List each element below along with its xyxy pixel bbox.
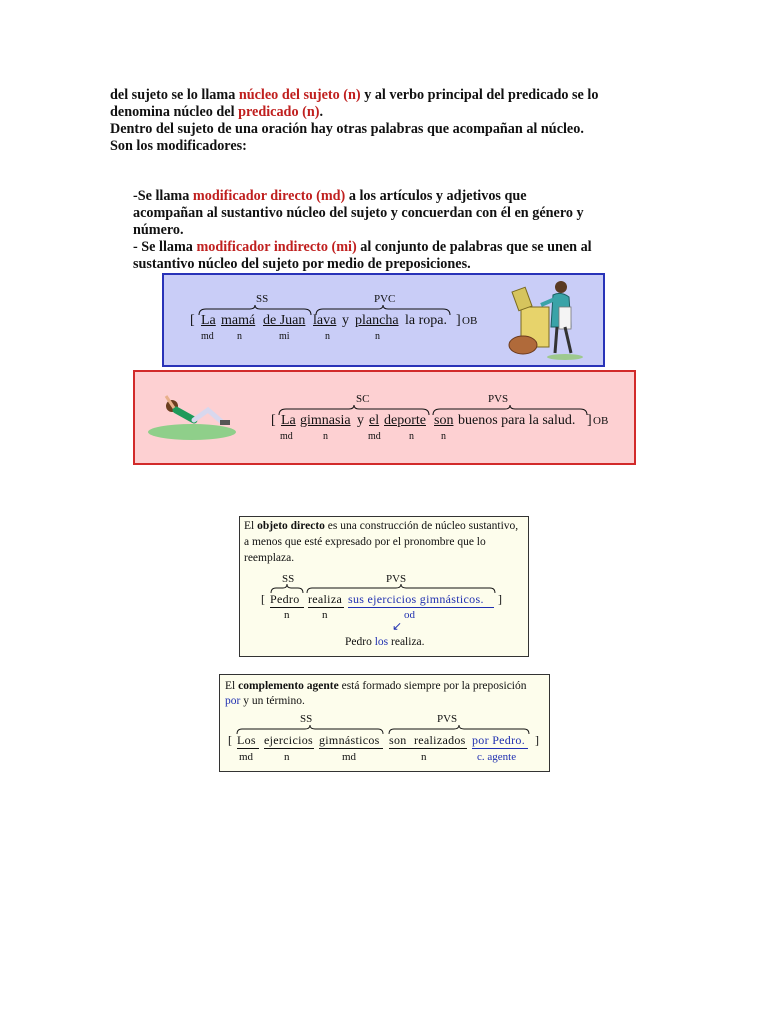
word-deporte: deporte xyxy=(384,413,426,428)
definition-text: a los artículos y adjetivos que xyxy=(345,188,527,204)
word-buenos: buenos para la salud. xyxy=(458,413,576,428)
underline-los xyxy=(237,748,259,749)
word-la: La xyxy=(201,313,216,328)
ob-label: OB xyxy=(462,315,478,327)
md-definition-line-1 xyxy=(133,188,527,205)
woman-ironing-illustration xyxy=(505,279,591,361)
objeto-directo-term: objeto directo xyxy=(257,520,325,532)
word-son: son xyxy=(389,733,407,747)
card2-text-line-1 xyxy=(225,680,527,692)
word-son: son xyxy=(434,413,454,428)
card-text: está formado siempre por la preposición xyxy=(338,680,527,692)
md-definition-line-3: número. xyxy=(133,222,184,238)
label-n: n xyxy=(284,751,290,763)
pvs-label: PVS xyxy=(386,573,407,585)
bracket-close: ] xyxy=(535,733,539,747)
intro-line-1 xyxy=(110,87,598,104)
mi-definition-line-2: sustantivo núcleo del sujeto por medio de preposiciones. xyxy=(133,256,471,272)
card1-text-line-1 xyxy=(244,520,518,532)
word-realiza: realiza xyxy=(308,592,343,606)
nucleo-sujeto-term: núcleo del sujeto (n) xyxy=(238,87,361,103)
label-n: n xyxy=(323,431,328,442)
word-de-juan: de Juan xyxy=(263,313,306,328)
bracket-open: [ xyxy=(190,313,195,328)
ss-label: SS xyxy=(282,573,295,585)
card1-bottom-line xyxy=(345,636,425,648)
word-sus-ejercicios: sus ejercicios gimnásticos. xyxy=(348,592,484,606)
word-gimnasticos: gimnásticos xyxy=(319,733,380,747)
bracket-close: ] xyxy=(456,313,461,328)
card-text: Pedro xyxy=(345,636,375,648)
mi-definition-line-1 xyxy=(133,239,592,256)
intro-text: del sujeto se lo llama xyxy=(110,87,239,103)
bracket-close: ] xyxy=(587,413,592,428)
underline-gimnasticos xyxy=(319,748,383,749)
bracket-open: [ xyxy=(228,733,232,747)
underline-ejercicios xyxy=(264,748,314,749)
word-lava: lava xyxy=(313,313,337,328)
card1-text-line-3: reemplaza. xyxy=(244,552,295,564)
pvc-label: PVC xyxy=(374,293,396,305)
label-md: md xyxy=(368,431,381,442)
label-od: od xyxy=(404,609,415,621)
label-n: n xyxy=(441,431,446,442)
label-mi: mi xyxy=(279,331,290,342)
intro-line-4: Son los modificadores: xyxy=(110,138,247,154)
underline-son-realizados xyxy=(389,748,467,749)
definition-text: -Se llama xyxy=(133,188,193,204)
word-ejercicios: ejercicios xyxy=(264,733,313,747)
label-n: n xyxy=(421,751,427,763)
exercise-illustration xyxy=(148,392,240,442)
word-los: Los xyxy=(237,733,256,747)
ss-label: SS xyxy=(256,293,269,305)
bracket-open: [ xyxy=(261,592,265,606)
word-pedro: Pedro xyxy=(270,592,300,606)
bracket-close: ] xyxy=(498,592,502,606)
label-n: n xyxy=(409,431,414,442)
card-text: es una construcción de núcleo sustantivo, xyxy=(324,520,519,532)
word-la-ropa: la ropa. xyxy=(405,313,447,328)
word-el: el xyxy=(369,413,380,428)
card-text: El xyxy=(225,680,239,692)
pvs-label: PVS xyxy=(437,713,458,725)
md-definition-line-2: acompañan al sustantivo núcleo del sujeto y concuerdan con él en género y xyxy=(133,205,584,221)
word-gimnasia: gimnasia xyxy=(300,413,351,428)
sc-label: SC xyxy=(356,393,370,405)
underline-realiza xyxy=(308,607,344,608)
label-md: md xyxy=(201,331,214,342)
label-md: md xyxy=(280,431,293,442)
ob-label: OB xyxy=(593,415,609,427)
word-por-pedro: por Pedro. xyxy=(472,733,525,747)
underline-ejercicios xyxy=(348,607,494,608)
card1-text-line-2: a menos que esté expresado por el pronombre que lo xyxy=(244,536,486,548)
definition-text: - Se llama xyxy=(133,239,197,255)
mi-term: modificador indirecto (mi) xyxy=(196,239,357,255)
intro-line-2 xyxy=(110,104,323,121)
word-plancha: plancha xyxy=(355,313,399,328)
card-text: y un término. xyxy=(240,695,305,707)
label-n: n xyxy=(237,331,242,342)
definition-text: al conjunto de palabras que se unen al xyxy=(356,239,592,255)
intro-text: y al verbo principal del predicado se lo xyxy=(360,87,599,103)
word-mama: mamá xyxy=(221,313,256,328)
word-y: y xyxy=(342,313,349,328)
underline-por-pedro xyxy=(472,748,528,749)
complemento-agente-term: complemento agente xyxy=(238,680,339,692)
label-n: n xyxy=(375,331,380,342)
card2-text-line-2 xyxy=(225,695,305,707)
word-y: y xyxy=(357,413,364,428)
label-md: md xyxy=(239,751,254,763)
card-text: El xyxy=(244,520,258,532)
label-n: n xyxy=(325,331,330,342)
label-n: n xyxy=(322,609,328,621)
pronoun-los: los xyxy=(374,636,389,648)
word-realizados: realizados xyxy=(414,733,466,747)
ss-label: SS xyxy=(300,713,313,725)
card-text: realiza. xyxy=(388,636,425,648)
bracket-open: [ xyxy=(271,413,276,428)
label-c-agente: c. agente xyxy=(477,751,517,763)
label-md: md xyxy=(342,751,357,763)
preposition-por: por xyxy=(225,695,241,707)
underline-pedro xyxy=(270,607,304,608)
pvs-label: PVS xyxy=(488,393,509,405)
predicado-term: predicado (n) xyxy=(238,104,320,120)
md-term: modificador directo (md) xyxy=(192,188,346,204)
intro-line-3: Dentro del sujeto de una oración hay otras palabras que acompañan al núcleo. xyxy=(110,121,584,137)
intro-text: . xyxy=(319,104,323,120)
label-n: n xyxy=(284,609,290,621)
intro-text: denomina núcleo del xyxy=(110,104,239,120)
word-la: La xyxy=(281,413,296,428)
arrow-icon: ↙ xyxy=(392,619,403,633)
